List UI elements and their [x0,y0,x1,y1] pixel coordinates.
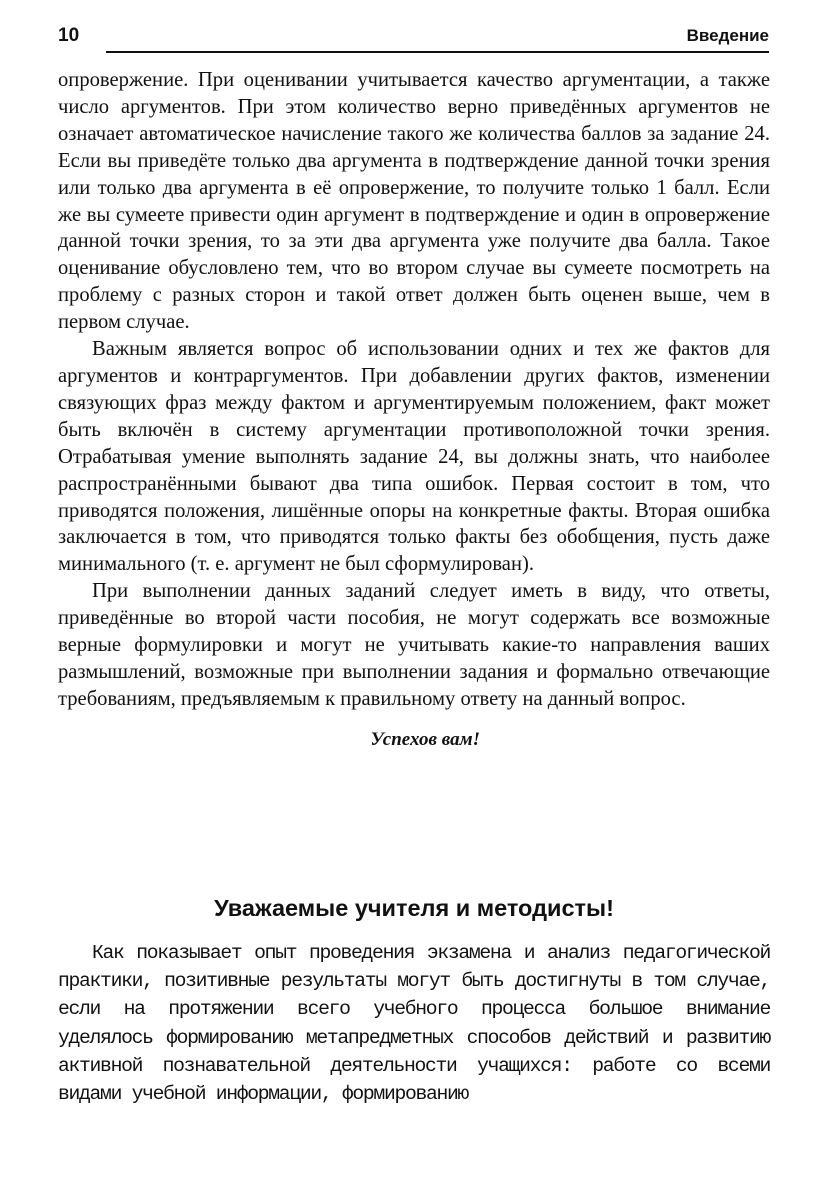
body-text [58,67,770,753]
section-text [58,939,770,1108]
body-paragraph-1: опровержение. При оценивании учитывается качество аргументации, а также число аргументов. При этом количество верно приведённых аргументов не означает автоматическое начисление такого же количества баллов за задание 24. Если вы приведёте только два аргумента в подтверждение данной точки зрения или только два аргумента в её опровержение, то получите только 1 балл. Если же вы сумеете привести один аргумент в подтверждение и один в опровержение данной точки зрения, то за эти два аргумента уже получите два балла. Такое оценивание обусловлено тем, что во втором случае вы сумеете посмотреть на проблему с разных сторон и такой ответ должен быть оценен выше, чем в первом случае. [58,69,770,334]
body-paragraph-2: Важным является вопрос об использовании одних и тех же фактов для аргументов и контраргументов. При добавлении других фактов, изменении связующих фраз между фактом и аргументируемым положением, факт может быть включён в систему аргументации противоположной точки зрения. Отрабатывая умение выполнять задание 24, вы должны знать, что наиболее распространёнными бывают два типа ошибок. Первая состоит в том, что приводятся положения, лишённые опоры на конкретные факты. Вторая ошибка заключается в том, что приводятся только факты без обобщения, пусть даже минимального (т. е. аргумент не был сформулирован). [58,338,770,576]
page-number: 10 [58,25,80,46]
body-paragraph-3: При выполнении данных заданий следует иметь в виду, что ответы, приведённые во второй части пособия, не могут содержать все возможные верные формулировки и могут не учитывать какие-то направления ваших размышлений, возможные при выполнении задания и формально отвечающие требованиям, предъявляемым к правильному ответу на данный вопрос. [58,580,770,710]
header-rule [106,51,769,53]
section-title: Уважаемые учителя и методисты! [214,895,614,921]
running-head: Введение [686,26,769,45]
page-header [58,24,769,54]
section-paragraph-1: Как показывает опыт проведения экзамена и анализ педагогической практики, позитивные результаты могут быть достигнуты в том случае, если на протяжении всего учебного процесса большое внимание уделялось формированию метапредметных способов действий и развитию активной познавательной деятельности учащихся: работе со всеми видами учебной информации, формированию [58,942,770,1106]
closing-wish: Успехов вам! [370,728,480,750]
